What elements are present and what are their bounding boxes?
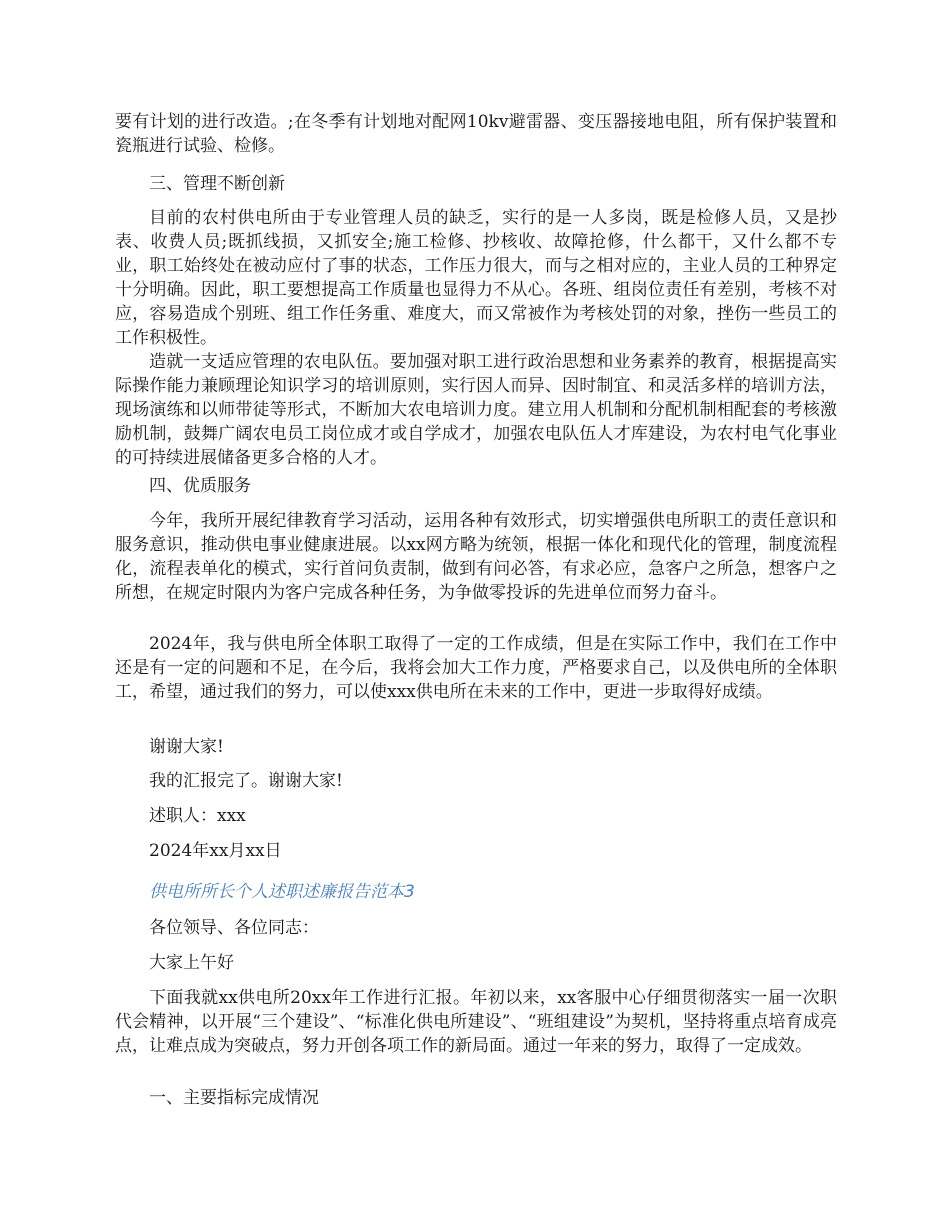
paragraph-service: 今年，我所开展纪律教育学习活动，运用各种有效形式，切实增强供电所职工的责任意识和服务意识，推动供电事业健康进展。以xx网方略为统领，根据一体化和现代化的管理，制度流程化，流程表单化的模式，实行首问负责制，做到有问必答，有求必应，急客户之所急，想客户之所想，在规定时限内为客户完成各种任务，为争做零投诉的先进单位而努力奋斗。: [115, 511, 837, 603]
section-subtitle: 供电所所长个人述职述廉报告范本3: [149, 882, 415, 902]
paragraph-management-1: 目前的农村供电所由于专业管理人员的缺乏，实行的是一人多岗，既是检修人员，又是抄表、收费人员;既抓线损，又抓安全;施工检修、抄核收、故障抢修，什么都干，又什么都不专业，职工始终处在被动应付了事的状态，工作压力很大，而与之相对应的，主业人员的工种界定十分明确。因此，职工要想提高工作质量也显得力不从心。各班、组岗位责任有差别，考核不对应，容易造成个别班、组工作任务重、难度大，而又常被作为考核处罚的对象，挫伤一些员工的工作积极性。: [115, 208, 837, 348]
morning-greeting-line: 大家上午好: [149, 953, 234, 973]
report-done-line: 我的汇报完了。谢谢大家!: [149, 771, 343, 791]
reporter-line: 述职人：xxx: [149, 806, 246, 826]
thanks-line: 谢谢大家!: [149, 737, 224, 757]
greeting-line: 各位领导、各位同志：: [149, 918, 319, 938]
date-line: 2024年xx月xx日: [149, 841, 282, 861]
paragraph-intro: 要有计划的进行改造。;在冬季有计划地对配网10kv避雷器、变压器接地电阻，所有保护装置和瓷瓶进行试验、检修。: [115, 112, 837, 156]
paragraph-management-2: 造就一支适应管理的农电队伍。要加强对职工进行政治思想和业务素养的教育，根据提高实际操作能力兼顾理论知识学习的培训原则，实行因人而异、因时制宜、和灵活多样的培训方法，现场演练和以师带徒等形式，不断加大农电培训力度。建立用人机制和分配机制相配套的考核激励机制，鼓舞广阔农电员工岗位成才或自学成才，加强农电队伍人才库建设，为农村电气化事业的可持续进展储备更多合格的人才。: [115, 352, 837, 468]
paragraph-report: 下面我就xx供电所20xx年工作进行汇报。年初以来，xx客服中心仔细贯彻落实一届一次职代会精神，以开展“三个建设”、“标准化供电所建设”、“班组建设”为契机，坚持将重点培育成亮点，让难点成为突破点，努力开创各项工作的新局面。通过一年来的努力，取得了一定成效。: [115, 988, 837, 1056]
section-heading-1: 一、主要指标完成情况: [149, 1088, 319, 1108]
paragraph-summary: 2024年，我与供电所全体职工取得了一定的工作成绩，但是在实际工作中，我们在工作中还是有一定的问题和不足，在今后，我将会加大工作力度，严格要求自己，以及供电所的全体职工，希望，通过我们的努力，可以使xxx供电所在未来的工作中，更进一步取得好成绩。: [115, 634, 837, 702]
section-heading-3: 三、管理不断创新: [149, 174, 285, 194]
section-heading-4: 四、优质服务: [149, 476, 251, 496]
